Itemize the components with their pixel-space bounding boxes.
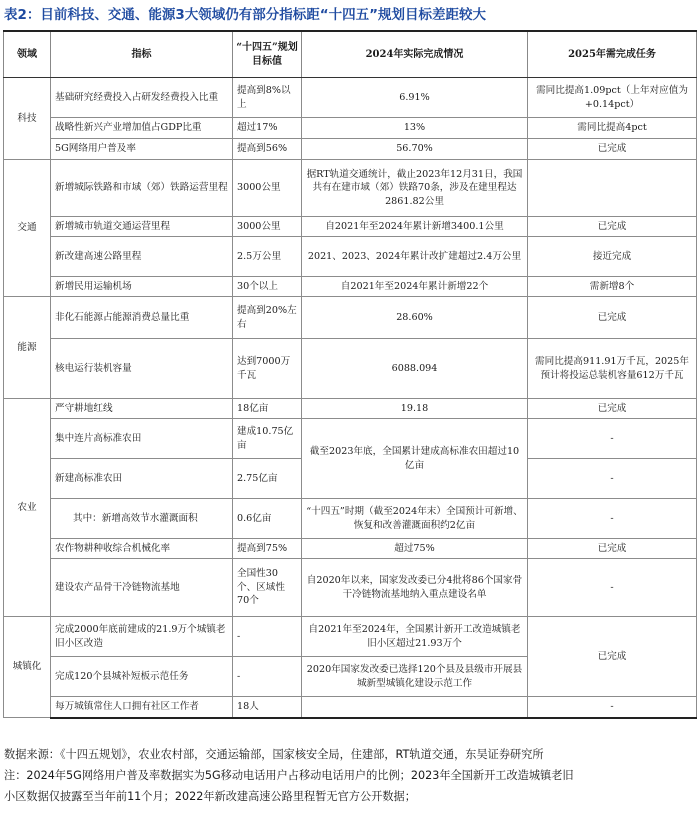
- actual-cell: 28.60%: [302, 297, 528, 339]
- table-row: [4, 237, 697, 277]
- indicator-cell: 基础研究经费投入占研发经费投入比重: [51, 78, 233, 118]
- actual-cell: “十四五”时期（截至2024年末）全国预计可新增、恢复和改善灌溉面积约2亿亩: [302, 499, 528, 539]
- task-cell: 已完成: [528, 217, 697, 237]
- target-cell: 3000公里: [233, 160, 302, 217]
- actual-cell: 自2021年至2024年累计新增3400.1公里: [302, 217, 528, 237]
- indicator-cell: 新改建高速公路里程: [51, 237, 233, 277]
- actual-cell: 截至2023年底，全国累计建成高标准农田超过10亿亩: [302, 419, 528, 499]
- indicator-cell: 新增城市轨道交通运营里程: [51, 217, 233, 237]
- indicator-cell: 非化石能源占能源消费总量比重: [51, 297, 233, 339]
- table-row: [4, 419, 697, 459]
- indicator-cell: 5G网络用户普及率: [51, 139, 233, 160]
- table-row: [4, 160, 697, 217]
- actual-cell: 自2021年至2024年累计新增22个: [302, 277, 528, 297]
- indicator-cell: 其中：新增高效节水灌溉面积: [51, 499, 233, 539]
- task-cell: -: [528, 459, 697, 499]
- indicator-cell: 核电运行装机容量: [51, 339, 233, 399]
- table-title: 表2：目前科技、交通、能源3大领域仍有部分指标距“十四五”规划目标差距较大: [4, 7, 487, 23]
- task-cell: 需同比提高4pct: [528, 118, 697, 139]
- actual-cell: 56.70%: [302, 139, 528, 160]
- table-row: [4, 559, 697, 617]
- task-cell: -: [528, 419, 697, 459]
- target-cell: 3000公里: [233, 217, 302, 237]
- source-line: 数据来源：《十四五规划》，农业农村部，交通运输部，国家核安全局，住建部，RT轨道交通，东吴证券研究所: [4, 748, 544, 761]
- task-cell: -: [528, 499, 697, 539]
- note-line: 小区数据仅披露至当年前11个月；2022年新改建高速公路里程暂无官方公开数据；: [4, 790, 416, 803]
- target-cell: 达到7000万千瓦: [233, 339, 302, 399]
- target-cell: 提高到56%: [233, 139, 302, 160]
- actual-cell: 2020年国家发改委已选择120个县及县级市开展县城新型城镇化建设示范工作: [302, 657, 528, 697]
- table-row: [4, 277, 697, 297]
- task-cell: 已完成: [528, 617, 697, 697]
- target-cell: 0.6亿亩: [233, 499, 302, 539]
- indicator-cell: 农作物耕种收综合机械化率: [51, 539, 233, 559]
- target-cell: 2.5万公里: [233, 237, 302, 277]
- indicator-cell: 战略性新兴产业增加值占GDP比重: [51, 118, 233, 139]
- table-row: [4, 217, 697, 237]
- indicator-cell: 集中连片高标准农田: [51, 419, 233, 459]
- footer-notes: [4, 744, 698, 807]
- header-indicator: 指标: [51, 31, 233, 78]
- target-cell: 超过17%: [233, 118, 302, 139]
- actual-cell: 超过75%: [302, 539, 528, 559]
- indicator-table: [3, 30, 697, 719]
- header-actual: 2024年实际完成情况: [302, 31, 528, 78]
- task-cell: 已完成: [528, 297, 697, 339]
- task-cell: 已完成: [528, 539, 697, 559]
- target-cell: 全国性30个、区域性70个: [233, 559, 302, 617]
- task-cell: [528, 160, 697, 217]
- header-target: “十四五”规划目标值: [233, 31, 302, 78]
- target-cell: 建成10.75亿亩: [233, 419, 302, 459]
- table-row: [4, 339, 697, 399]
- table-row: [4, 118, 697, 139]
- task-cell: 已完成: [528, 139, 697, 160]
- task-cell: 需同比提高911.91万千瓦，2025年预计将投运总装机容量612万千瓦: [528, 339, 697, 399]
- actual-cell: 自2020年以来，国家发改委已分4批将86个国家骨干冷链物流基地纳入重点建设名单: [302, 559, 528, 617]
- actual-cell: 2021、2023、2024年累计改扩建超过2.4万公里: [302, 237, 528, 277]
- indicator-cell: 完成2000年底前建成的21.9万个城镇老旧小区改造: [51, 617, 233, 657]
- indicator-cell: 新建高标准农田: [51, 459, 233, 499]
- actual-cell: 6088.094: [302, 339, 528, 399]
- table-row: [4, 697, 697, 718]
- actual-cell: 13%: [302, 118, 528, 139]
- target-cell: 提高到20%左右: [233, 297, 302, 339]
- header-task: 2025年需完成任务: [528, 31, 697, 78]
- header-row: [4, 31, 697, 78]
- table-row: [4, 399, 697, 419]
- target-cell: -: [233, 657, 302, 697]
- domain-cell-energy: 能源: [4, 297, 51, 399]
- indicator-cell: 完成120个县城补短板示范任务: [51, 657, 233, 697]
- table-row: [4, 617, 697, 657]
- table-row: [4, 539, 697, 559]
- table-row: [4, 499, 697, 539]
- task-cell: 已完成: [528, 399, 697, 419]
- actual-cell: 6.91%: [302, 78, 528, 118]
- header-domain: 领域: [4, 31, 51, 78]
- target-cell: 18亿亩: [233, 399, 302, 419]
- target-cell: 2.75亿亩: [233, 459, 302, 499]
- indicator-cell: 建设农产品骨干冷链物流基地: [51, 559, 233, 617]
- table-row: [4, 297, 697, 339]
- actual-cell: 自2021年至2024年，全国累计新开工改造城镇老旧小区超过21.93万个: [302, 617, 528, 657]
- target-cell: 30个以上: [233, 277, 302, 297]
- task-cell: 需同比提高1.09pct（上年对应值为+0.14pct）: [528, 78, 697, 118]
- domain-cell-urban: 城镇化: [4, 617, 51, 718]
- note-line: 注：2024年5G网络用户普及率数据实为5G移动电话用户占移动电话用户的比例；2023年全国新开工改造城镇老旧: [4, 769, 574, 782]
- actual-cell: 据RT轨道交通统计，截止2023年12月31日，我国共有在建市域（郊）铁路70条，涉及在建里程达2861.82公里: [302, 160, 528, 217]
- task-cell: 接近完成: [528, 237, 697, 277]
- indicator-cell: 每万城镇常住人口拥有社区工作者: [51, 697, 233, 718]
- task-cell: -: [528, 559, 697, 617]
- actual-cell: [302, 697, 528, 718]
- table-row: [4, 139, 697, 160]
- target-cell: 18人: [233, 697, 302, 718]
- indicator-cell: 严守耕地红线: [51, 399, 233, 419]
- domain-cell-tech: 科技: [4, 78, 51, 160]
- target-cell: 提高到75%: [233, 539, 302, 559]
- table-row: [4, 78, 697, 118]
- indicator-cell: 新增城际铁路和市域（郊）铁路运营里程: [51, 160, 233, 217]
- actual-cell: 19.18: [302, 399, 528, 419]
- domain-cell-transport: 交通: [4, 160, 51, 297]
- target-cell: 提高到8%以上: [233, 78, 302, 118]
- task-cell: -: [528, 697, 697, 718]
- domain-cell-agri: 农业: [4, 399, 51, 617]
- target-cell: -: [233, 617, 302, 657]
- indicator-cell: 新增民用运输机场: [51, 277, 233, 297]
- task-cell: 需新增8个: [528, 277, 697, 297]
